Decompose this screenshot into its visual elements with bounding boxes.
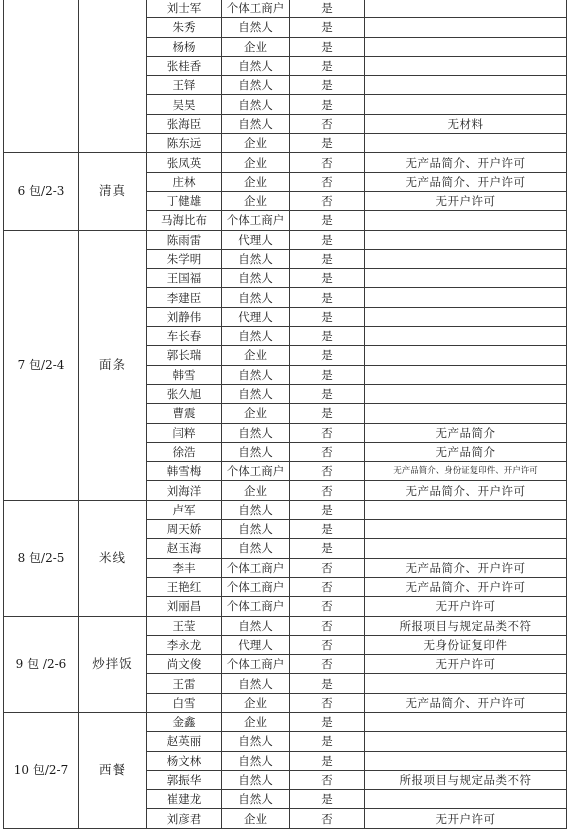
applicant-type-cell: 自然人	[222, 384, 290, 403]
qualified-status-cell: 是	[290, 211, 365, 230]
remark-cell	[365, 327, 567, 346]
applicant-type-cell: 自然人	[222, 249, 290, 268]
food-category-cell	[79, 0, 147, 153]
applicant-type-cell: 企业	[222, 134, 290, 153]
remark-cell	[365, 732, 567, 751]
remark-cell	[365, 37, 567, 56]
applicant-name-cell: 陈雨雷	[147, 230, 222, 249]
package-number-cell: 8 包/2-5	[4, 500, 79, 616]
qualified-status-cell: 否	[290, 481, 365, 500]
applicant-name-cell: 王艳红	[147, 577, 222, 596]
applicant-type-cell: 企业	[222, 481, 290, 500]
qualified-status-cell: 是	[290, 307, 365, 326]
remark-cell: 无产品简介、开户许可	[365, 577, 567, 596]
applicant-type-cell: 自然人	[222, 18, 290, 37]
package-number-cell: 7 包/2-4	[4, 230, 79, 500]
applicant-name-cell: 李建臣	[147, 288, 222, 307]
table-row	[4, 230, 567, 249]
applicant-name-cell: 崔建龙	[147, 790, 222, 809]
qualified-status-cell: 否	[290, 153, 365, 172]
applicant-type-cell: 自然人	[222, 269, 290, 288]
applicant-name-cell: 赵玉海	[147, 539, 222, 558]
applicant-name-cell: 张凤英	[147, 153, 222, 172]
remark-cell: 无产品简介	[365, 423, 567, 442]
remark-cell	[365, 0, 567, 18]
qualified-status-cell: 是	[290, 732, 365, 751]
qualified-status-cell: 否	[290, 635, 365, 654]
remark-cell: 无开户许可	[365, 191, 567, 210]
remark-cell: 无产品简介	[365, 442, 567, 461]
applicant-type-cell: 代理人	[222, 230, 290, 249]
applicant-name-cell: 杨文林	[147, 751, 222, 770]
applicant-type-cell: 个体工商户	[222, 211, 290, 230]
applicant-name-cell: 郭振华	[147, 770, 222, 789]
remark-cell: 所报项目与规定品类不符	[365, 616, 567, 635]
applicant-type-cell: 企业	[222, 346, 290, 365]
food-category-cell: 西餐	[79, 712, 147, 828]
remark-cell	[365, 404, 567, 423]
remark-cell	[365, 18, 567, 37]
qualified-status-cell: 是	[290, 288, 365, 307]
applicant-type-cell: 企业	[222, 153, 290, 172]
remark-cell	[365, 307, 567, 326]
applicant-type-cell: 自然人	[222, 732, 290, 751]
remark-cell: 无材料	[365, 114, 567, 133]
qualified-status-cell: 否	[290, 172, 365, 191]
applicant-name-cell: 王铎	[147, 76, 222, 95]
applicant-type-cell: 个体工商户	[222, 462, 290, 481]
applicant-name-cell: 刘静伟	[147, 307, 222, 326]
applicant-type-cell: 自然人	[222, 114, 290, 133]
applicant-name-cell: 白雪	[147, 693, 222, 712]
qualified-status-cell: 否	[290, 558, 365, 577]
table-body	[4, 0, 567, 828]
remark-cell	[365, 790, 567, 809]
food-category-cell: 清真	[79, 153, 147, 230]
applicant-type-cell: 自然人	[222, 56, 290, 75]
applicant-name-cell: 张海臣	[147, 114, 222, 133]
applicant-type-cell: 自然人	[222, 327, 290, 346]
remark-cell	[365, 384, 567, 403]
remark-cell	[365, 288, 567, 307]
applicant-type-cell: 自然人	[222, 751, 290, 770]
qualified-status-cell: 否	[290, 616, 365, 635]
remark-cell	[365, 365, 567, 384]
applicant-name-cell: 曹震	[147, 404, 222, 423]
qualified-status-cell: 否	[290, 191, 365, 210]
applicant-name-cell: 尚文俊	[147, 655, 222, 674]
applicant-type-cell: 自然人	[222, 770, 290, 789]
applicant-type-cell: 企业	[222, 172, 290, 191]
applicant-name-cell: 车长春	[147, 327, 222, 346]
remark-cell	[365, 230, 567, 249]
applicant-type-cell: 自然人	[222, 423, 290, 442]
applicant-name-cell: 马海比布	[147, 211, 222, 230]
remark-cell	[365, 269, 567, 288]
applicant-name-cell: 刘士军	[147, 0, 222, 18]
qualified-status-cell: 是	[290, 95, 365, 114]
applicant-type-cell: 自然人	[222, 539, 290, 558]
qualified-status-cell: 否	[290, 462, 365, 481]
remark-cell: 无开户许可	[365, 655, 567, 674]
remark-cell	[365, 674, 567, 693]
food-category-cell: 炒拌饭	[79, 616, 147, 712]
remark-cell	[365, 520, 567, 539]
qualified-status-cell: 否	[290, 114, 365, 133]
applicant-name-cell: 吴昊	[147, 95, 222, 114]
remark-cell: 无产品简介、开户许可	[365, 693, 567, 712]
qualified-status-cell: 是	[290, 539, 365, 558]
remark-cell	[365, 76, 567, 95]
qualified-status-cell: 否	[290, 423, 365, 442]
remark-cell	[365, 211, 567, 230]
applicant-type-cell: 自然人	[222, 288, 290, 307]
applicant-name-cell: 张久旭	[147, 384, 222, 403]
qualified-status-cell: 是	[290, 134, 365, 153]
applicant-name-cell: 刘彦君	[147, 809, 222, 828]
applicant-name-cell: 金鑫	[147, 712, 222, 731]
table-row	[4, 0, 567, 18]
applicant-type-cell: 企业	[222, 693, 290, 712]
remark-cell	[365, 500, 567, 519]
applicant-name-cell: 陈东远	[147, 134, 222, 153]
applicant-name-cell: 李丰	[147, 558, 222, 577]
qualified-status-cell: 是	[290, 712, 365, 731]
qualified-status-cell: 是	[290, 37, 365, 56]
applicant-type-cell: 自然人	[222, 365, 290, 384]
qualified-status-cell: 否	[290, 655, 365, 674]
applicant-type-cell: 个体工商户	[222, 577, 290, 596]
applicant-type-cell: 自然人	[222, 616, 290, 635]
remark-cell	[365, 712, 567, 731]
package-number-cell	[4, 0, 79, 153]
applicant-name-cell: 徐浩	[147, 442, 222, 461]
applicant-name-cell: 王莹	[147, 616, 222, 635]
qualification-review-table	[3, 0, 567, 829]
table-row	[4, 616, 567, 635]
package-number-cell: 9 包 /2-6	[4, 616, 79, 712]
remark-cell: 无开户许可	[365, 597, 567, 616]
applicant-name-cell: 郭长瑞	[147, 346, 222, 365]
qualified-status-cell: 是	[290, 269, 365, 288]
applicant-name-cell: 王雷	[147, 674, 222, 693]
applicant-name-cell: 庄林	[147, 172, 222, 191]
table-row	[4, 500, 567, 519]
remark-cell: 无开户许可	[365, 809, 567, 828]
applicant-name-cell: 丁健雄	[147, 191, 222, 210]
package-number-cell: 6 包/2-3	[4, 153, 79, 230]
package-number-cell: 10 包/2-7	[4, 712, 79, 828]
applicant-name-cell: 韩雪	[147, 365, 222, 384]
remark-cell: 无身份证复印件	[365, 635, 567, 654]
applicant-type-cell: 代理人	[222, 307, 290, 326]
applicant-type-cell: 自然人	[222, 76, 290, 95]
applicant-type-cell: 自然人	[222, 790, 290, 809]
applicant-type-cell: 个体工商户	[222, 0, 290, 18]
remark-cell: 无产品简介、开户许可	[365, 558, 567, 577]
qualified-status-cell: 是	[290, 790, 365, 809]
applicant-name-cell: 刘丽昌	[147, 597, 222, 616]
qualified-status-cell: 是	[290, 56, 365, 75]
applicant-type-cell: 代理人	[222, 635, 290, 654]
qualified-status-cell: 否	[290, 577, 365, 596]
applicant-name-cell: 李永龙	[147, 635, 222, 654]
qualified-status-cell: 是	[290, 674, 365, 693]
qualified-status-cell: 否	[290, 770, 365, 789]
table-row	[4, 712, 567, 731]
qualified-status-cell: 是	[290, 500, 365, 519]
qualified-status-cell: 是	[290, 76, 365, 95]
applicant-name-cell: 闫粹	[147, 423, 222, 442]
applicant-type-cell: 企业	[222, 809, 290, 828]
applicant-name-cell: 杨杨	[147, 37, 222, 56]
food-category-cell: 面条	[79, 230, 147, 500]
qualified-status-cell: 是	[290, 18, 365, 37]
qualified-status-cell: 是	[290, 249, 365, 268]
remark-cell	[365, 95, 567, 114]
applicant-type-cell: 企业	[222, 191, 290, 210]
applicant-type-cell: 个体工商户	[222, 558, 290, 577]
applicant-name-cell: 朱学明	[147, 249, 222, 268]
applicant-type-cell: 个体工商户	[222, 655, 290, 674]
remark-cell: 所报项目与规定品类不符	[365, 770, 567, 789]
qualified-status-cell: 是	[290, 384, 365, 403]
qualified-status-cell: 否	[290, 597, 365, 616]
qualified-status-cell: 是	[290, 327, 365, 346]
applicant-name-cell: 韩雪梅	[147, 462, 222, 481]
applicant-type-cell: 企业	[222, 37, 290, 56]
applicant-type-cell: 自然人	[222, 95, 290, 114]
food-category-cell: 米线	[79, 500, 147, 616]
applicant-type-cell: 个体工商户	[222, 597, 290, 616]
remark-cell: 无产品简介、开户许可	[365, 481, 567, 500]
applicant-name-cell: 周天娇	[147, 520, 222, 539]
applicant-type-cell: 自然人	[222, 520, 290, 539]
remark-cell	[365, 134, 567, 153]
applicant-type-cell: 自然人	[222, 674, 290, 693]
applicant-name-cell: 赵英丽	[147, 732, 222, 751]
applicant-name-cell: 卢军	[147, 500, 222, 519]
qualified-status-cell: 是	[290, 230, 365, 249]
remark-cell	[365, 249, 567, 268]
applicant-type-cell: 自然人	[222, 500, 290, 519]
qualified-status-cell: 是	[290, 404, 365, 423]
applicant-name-cell: 朱秀	[147, 18, 222, 37]
qualified-status-cell: 是	[290, 365, 365, 384]
qualified-status-cell: 否	[290, 442, 365, 461]
qualified-status-cell: 是	[290, 751, 365, 770]
remark-cell	[365, 56, 567, 75]
remark-cell: 无产品简介、开户许可	[365, 153, 567, 172]
applicant-name-cell: 刘海洋	[147, 481, 222, 500]
applicant-type-cell: 自然人	[222, 442, 290, 461]
applicant-name-cell: 王国福	[147, 269, 222, 288]
qualified-status-cell: 否	[290, 693, 365, 712]
remark-cell: 无产品简介、身份证复印件、开户许可	[365, 462, 567, 481]
remark-cell	[365, 751, 567, 770]
qualified-status-cell: 是	[290, 0, 365, 18]
remark-cell: 无产品简介、开户许可	[365, 172, 567, 191]
table-row	[4, 153, 567, 172]
qualified-status-cell: 是	[290, 346, 365, 365]
remark-cell	[365, 346, 567, 365]
applicant-type-cell: 企业	[222, 712, 290, 731]
remark-cell	[365, 539, 567, 558]
qualified-status-cell: 否	[290, 809, 365, 828]
applicant-name-cell: 张桂香	[147, 56, 222, 75]
qualified-status-cell: 是	[290, 520, 365, 539]
applicant-type-cell: 企业	[222, 404, 290, 423]
